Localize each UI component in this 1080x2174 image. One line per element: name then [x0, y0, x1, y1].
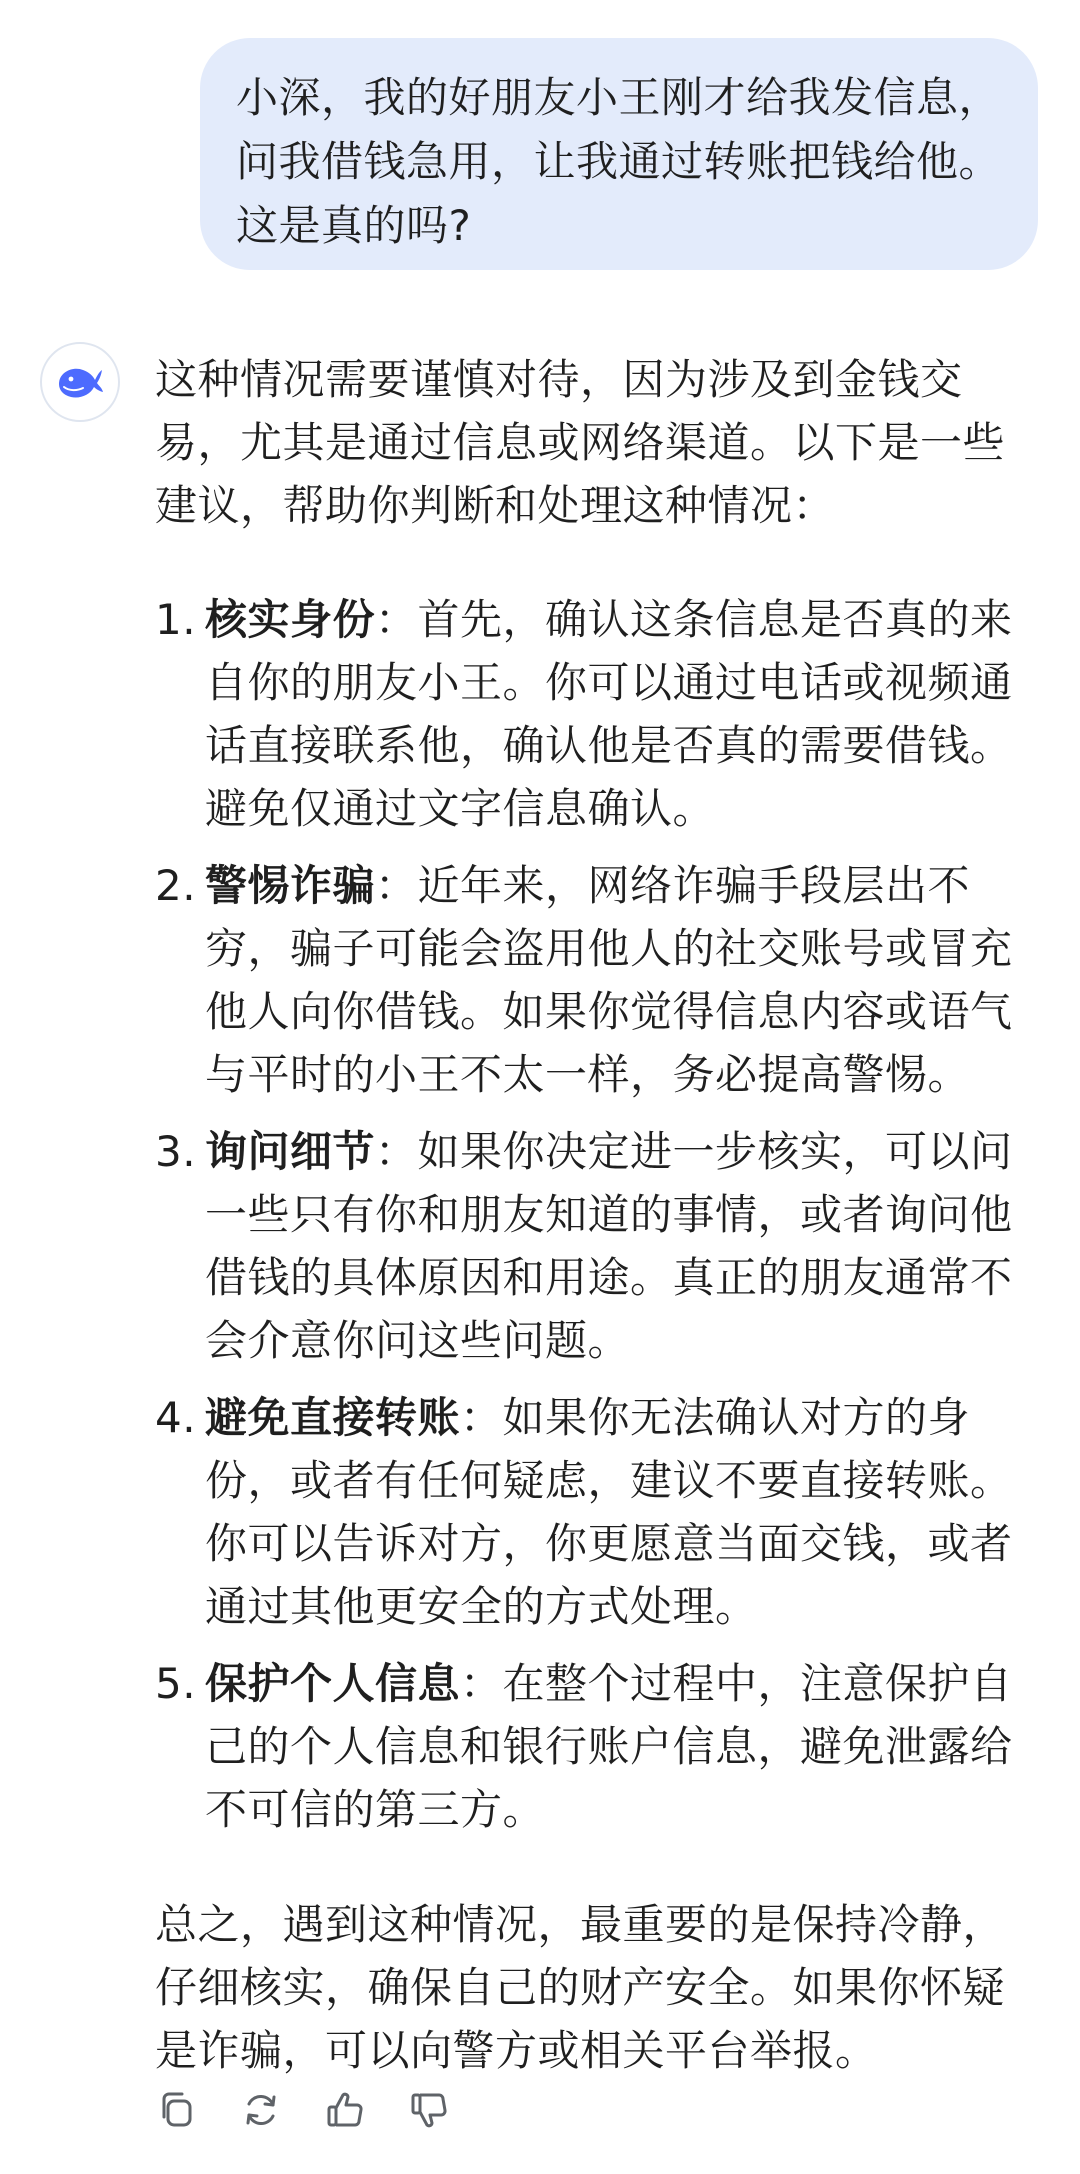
list-number: 3. [155, 1127, 197, 1176]
list-item-title: 保护个人信息 [205, 1659, 461, 1708]
list-item [155, 1652, 1035, 1841]
whale-logo-icon [55, 362, 105, 402]
list-item-text: 他人向你借钱。如果你觉得信息内容或语气 [205, 987, 1013, 1036]
message-actions [155, 2088, 451, 2132]
list-item-text: 己的个人信息和银行账户信息，避免泄露给 [205, 1722, 1013, 1771]
assistant-avatar [40, 342, 120, 422]
copy-icon [155, 2088, 199, 2132]
list-item [155, 588, 1035, 840]
user-message-bubble [200, 38, 1038, 270]
list-item-title: 核实身份 [205, 595, 376, 644]
user-message-line: 这是真的吗? [236, 201, 472, 250]
list-item-text: 穷，骗子可能会盗用他人的社交账号或冒充 [205, 924, 1013, 973]
like-button[interactable] [323, 2088, 367, 2132]
list-item-text: 避免仅通过文字信息确认。 [205, 784, 716, 833]
list-item-title: 询问细节 [205, 1127, 376, 1176]
assistant-answer [155, 348, 1035, 2082]
intro-line: 易，尤其是通过信息或网络渠道。以下是一些 [155, 418, 1006, 467]
list-item-text: ：首先，确认这条信息是否真的来 [375, 595, 1013, 644]
list-item-text: 自你的朋友小王。你可以通过电话或视频通 [205, 658, 1013, 707]
list-item-text: 话直接联系他，确认他是否真的需要借钱。 [205, 721, 1013, 770]
summary-line: 是诈骗，可以向警方或相关平台举报。 [155, 2026, 878, 2075]
list-item-text: ：如果你无法确认对方的身 [460, 1393, 971, 1442]
list-item-text: 借钱的具体原因和用途。真正的朋友通常不 [205, 1253, 1013, 1302]
advice-list [155, 588, 1035, 1841]
list-item-text: 你可以告诉对方，你更愿意当面交钱，或者 [205, 1519, 1013, 1568]
user-message-line: 小深，我的好朋友小王刚才给我发信息， [236, 73, 1002, 122]
list-item-text: ：如果你决定进一步核实，可以问 [375, 1127, 1013, 1176]
user-message-line: 问我借钱急用，让我通过转账把钱给他。 [236, 137, 1002, 186]
thumbs-up-icon [323, 2088, 367, 2132]
answer-summary [155, 1893, 1035, 2082]
list-number: 2. [155, 861, 197, 910]
list-item-text: 份，或者有任何疑虑，建议不要直接转账。 [205, 1456, 1013, 1505]
intro-line: 建议，帮助你判断和处理这种情况： [155, 481, 836, 530]
regenerate-button[interactable] [239, 2088, 283, 2132]
intro-line: 这种情况需要谨慎对待，因为涉及到金钱交 [155, 355, 963, 404]
copy-button[interactable] [155, 2088, 199, 2132]
list-item-title: 警惕诈骗 [205, 861, 376, 910]
regenerate-icon [239, 2088, 283, 2132]
list-number: 4. [155, 1393, 197, 1442]
list-item-text: 一些只有你和朋友知道的事情，或者询问他 [205, 1190, 1013, 1239]
list-item-text: 与平时的小王不太一样，务必提高警惕。 [205, 1050, 971, 1099]
summary-line: 总之，遇到这种情况，最重要的是保持冷静， [155, 1900, 1006, 1949]
list-number: 5. [155, 1659, 197, 1708]
list-item-text: ：在整个过程中，注意保护自 [460, 1659, 1013, 1708]
list-item [155, 1120, 1035, 1372]
list-item-text: 不可信的第三方。 [205, 1785, 546, 1834]
answer-intro [155, 348, 1035, 537]
list-item [155, 854, 1035, 1106]
summary-line: 仔细核实，确保自己的财产安全。如果你怀疑 [155, 1963, 1006, 2012]
list-item-title: 避免直接转账 [205, 1393, 461, 1442]
list-number: 1. [155, 595, 197, 644]
list-item-text: 会介意你问这些问题。 [205, 1316, 631, 1365]
list-item [155, 1386, 1035, 1638]
thumbs-down-icon [407, 2088, 451, 2132]
list-item-text: ：近年来，网络诈骗手段层出不 [375, 861, 971, 910]
dislike-button[interactable] [407, 2088, 451, 2132]
list-item-text: 通过其他更安全的方式处理。 [205, 1582, 758, 1631]
